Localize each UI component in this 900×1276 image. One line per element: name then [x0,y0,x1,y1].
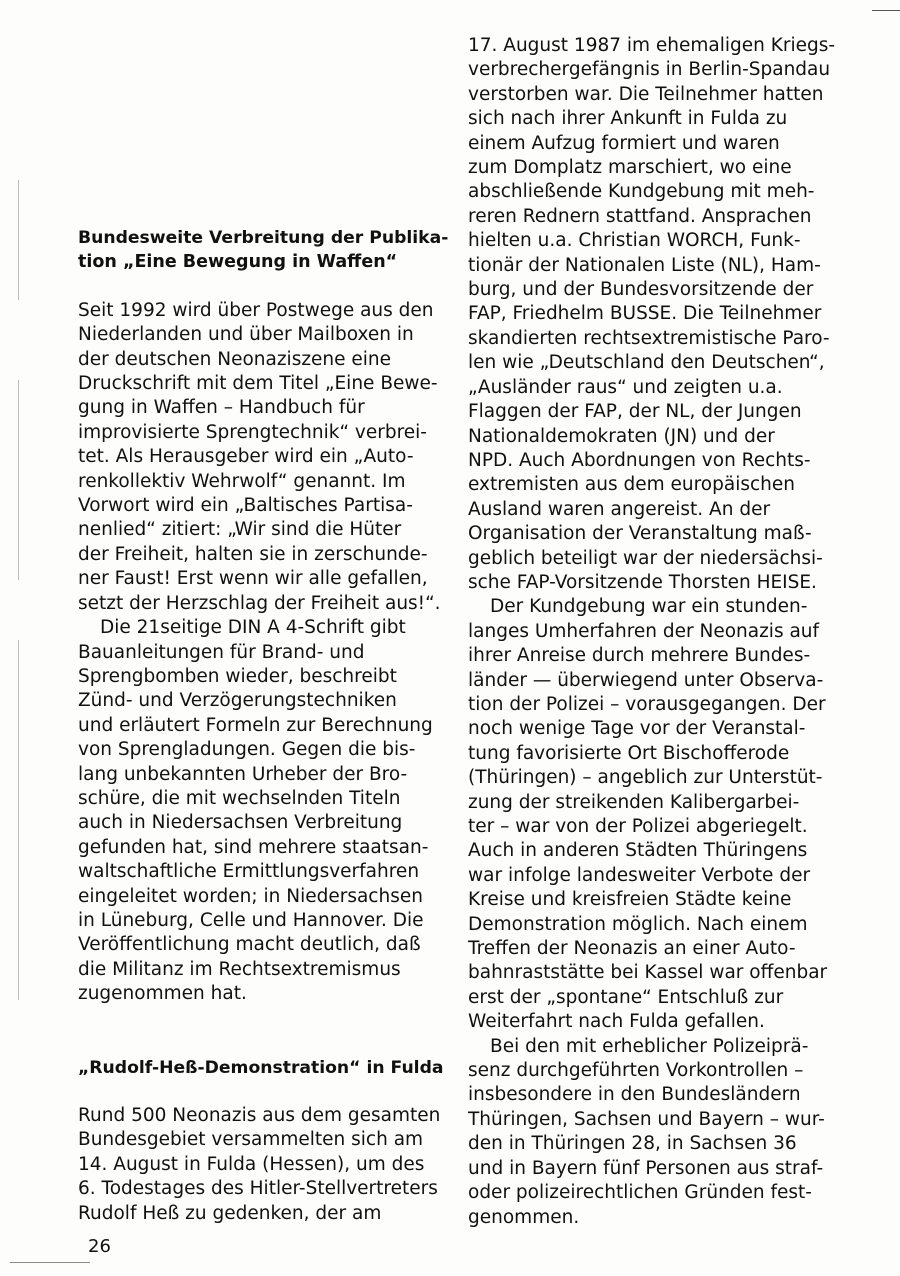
paragraph [468,595,838,1034]
page-number: 26 [88,1236,111,1257]
text-line: nenlied“ zitiert: „Wir sind die Hüter [78,519,402,541]
text-line: gung in Waffen – Handbuch für [78,397,365,419]
text-line: in Lüneburg, Celle und Hannover. Die [78,909,424,931]
text-line: Rudolf Heß zu gedenken, der am [78,1202,382,1224]
text-line: Flaggen der FAP, der NL, der Jungen [468,401,802,423]
text-line: schüre, die mit wechselnden Titeln [78,787,401,809]
right-column [468,34,838,1230]
scan-margin-mark [18,640,19,1000]
paragraph [78,1104,441,1226]
text-line: Bauanleitungen für Brand- und [78,641,365,663]
text-line: 17. August 1987 im ehemaligen Kriegs- [468,35,836,56]
text-line: len wie „Deutschland den Deutschen“, [468,352,825,374]
text-line: reren Rednern stattfand. Ansprachen [468,205,812,227]
text-line: tion der Polizei – vorausgegangen. Der [468,693,826,715]
text-line: Bei den mit erheblicher Polizeiprä- [490,1035,809,1057]
text-line: noch wenige Tage vor der Veranstal- [468,718,806,740]
text-line: (Thüringen) – angeblich zur Unterstüt- [468,767,823,789]
text-line: Demonstration möglich. Nach einem [468,913,808,935]
text-line: länder — überwiegend unter Observa- [468,669,824,691]
text-line: Sprengbomben wieder, beschreibt [78,665,397,687]
footer-mark [10,1262,90,1263]
text-line: Veröffentlichung macht deutlich, daß [78,934,421,956]
text-line: Kreise und kreisfreien Städte keine [468,889,792,911]
text-line: war infolge landesweiter Verbote der [468,864,811,886]
text-line: die Militanz im Rechtsextremismus [78,958,401,980]
scan-margin-mark [18,380,19,580]
text-line: zung der streikenden Kalibergarbei- [468,791,800,813]
paragraph [468,34,838,595]
text-line: NPD. Auch Abordnungen von Rechts- [468,449,811,471]
text-line: Die 21seitige DIN A 4-Schrift gibt [100,617,406,639]
text-line: der Freiheit, halten sie in zerschunde- [78,543,428,565]
text-line: auch in Niedersachsen Verbreitung [78,812,403,834]
text-line: verbrechergefängnis in Berlin-Spandau [468,59,831,81]
text-line: Thüringen, Sachsen und Bayern – wur- [468,1108,825,1130]
text-line: Auch in anderen Städten Thüringens [468,840,808,862]
text-line: von Sprengladungen. Gegen die bis- [78,739,416,761]
left-column [78,226,449,1226]
text-line: Vorwort wird ein „Baltisches Partisa- [78,495,413,517]
text-line: burg, und der Bundesvorsitzende der [468,279,814,301]
text-line: tung favorisierte Ort Bischofferode [468,742,790,764]
paragraph [78,616,433,1007]
text-line: Rund 500 Neonazis aus dem gesamten [78,1105,441,1126]
text-line: und in Bayern fünf Personen aus straf- [468,1157,824,1179]
text-line: Der Kundgebung war ein stunden- [490,596,808,618]
text-line: sche FAP-Vorsitzende Thorsten HEISE. [468,571,817,593]
text-line: den in Thüringen 28, in Sachsen 36 [468,1133,797,1155]
text-line: erst der „spontane“ Entschluß zur [468,986,784,1008]
text-line: extremisten aus dem europäischen [468,474,795,496]
text-line: „Ausländer raus“ und zeigten u.a. [468,376,783,398]
corner-mark [872,10,900,11]
text-line: ihrer Anreise durch mehrere Bundes- [468,645,811,667]
text-line: zum Domplatz marschiert, wo eine [468,157,792,179]
text-line: waltschaftliche Ermittlungsverfahren [78,861,420,883]
section-heading-fulda [78,1056,444,1080]
text-line: renkollektiv Wehrwolf“ genannt. Im [78,470,406,492]
text-line: der deutschen Neonaziszene eine [78,348,392,370]
text-line: tionär der Nationalen Liste (NL), Ham- [468,254,821,276]
text-line: tet. Als Herausgeber wird ein „Auto- [78,446,414,468]
scan-margin-mark [18,180,19,300]
text-line: bahnraststätte bei Kassel war offenbar [468,962,828,984]
text-line: eingeleitet worden; in Niedersachsen [78,885,423,907]
text-line: gefunden hat, sind mehrere staatsan- [78,836,429,858]
heading-line: „Rudolf-Heß-Demonstration“ in Fulda [78,1057,444,1078]
text-line: setzt der Herzschlag der Freiheit aus!“. [78,592,441,614]
section-heading-publication [78,226,449,275]
text-line: Druckschrift mit dem Titel „Eine Bewe- [78,373,438,395]
text-line: und erläutert Formeln zur Berechnung [78,714,433,736]
text-line: ner Faust! Erst wenn wir alle gefallen, [78,568,428,590]
text-line: einem Aufzug formiert und waren [468,132,780,154]
text-line: insbesondere in den Bundesländern [468,1084,801,1106]
text-line: ter – war von der Polizei abgeriegelt. [468,816,808,837]
text-line: langes Umherfahren der Neonazis auf [468,620,820,642]
text-line: 6. Todestages des Hitler-Stellvertreters [78,1178,438,1200]
text-line: Seit 1992 wird über Postwege aus den [78,299,434,321]
text-line: verstorben war. Die Teilnehmer hatten [468,83,824,105]
text-line: Treffen der Neonazis an einer Auto- [468,938,796,960]
text-line: zugenommen hat. [78,983,247,1005]
text-line: FAP, Friedhelm BUSSE. Die Teilnehmer [468,303,822,325]
heading-line: Bundesweite Verbreitung der Publika- [78,228,449,248]
text-line: oder polizeirechtlichen Gründen fest- [468,1182,812,1204]
text-line: Zünd- und Verzögerungstechniken [78,690,397,712]
text-line: abschließende Kundgebung mit meh- [468,181,815,203]
text-line: skandierten rechtsextremistische Paro- [468,327,830,349]
text-line: Organisation der Veranstaltung maß- [468,523,812,545]
text-line: Niederlanden und über Mailboxen in [78,324,414,346]
text-line: Ausland waren angereist. An der [468,498,771,520]
paragraph [78,299,441,616]
text-line: 14. August in Fulda (Hessen), um des [78,1153,425,1175]
paragraph [468,1035,838,1230]
text-line: Nationaldemokraten (JN) und der [468,425,775,447]
text-line: hielten u.a. Christian WORCH, Funk- [468,230,801,252]
text-line: senz durchgeführten Vorkontrollen – [468,1060,804,1082]
text-line: improvisierte Sprengtechnik“ verbrei- [78,421,427,443]
text-line: genommen. [468,1206,580,1228]
text-line: lang unbekannten Urheber der Bro- [78,763,408,785]
text-line: sich nach ihrer Ankunft in Fulda zu [468,108,788,130]
text-line: geblich beteiligt war der niedersächsi- [468,547,823,569]
heading-line: tion „Eine Bewegung in Waffen“ [78,252,398,273]
text-line: Bundesgebiet versammelten sich am [78,1129,424,1151]
text-line: Weiterfahrt nach Fulda gefallen. [468,1011,765,1033]
